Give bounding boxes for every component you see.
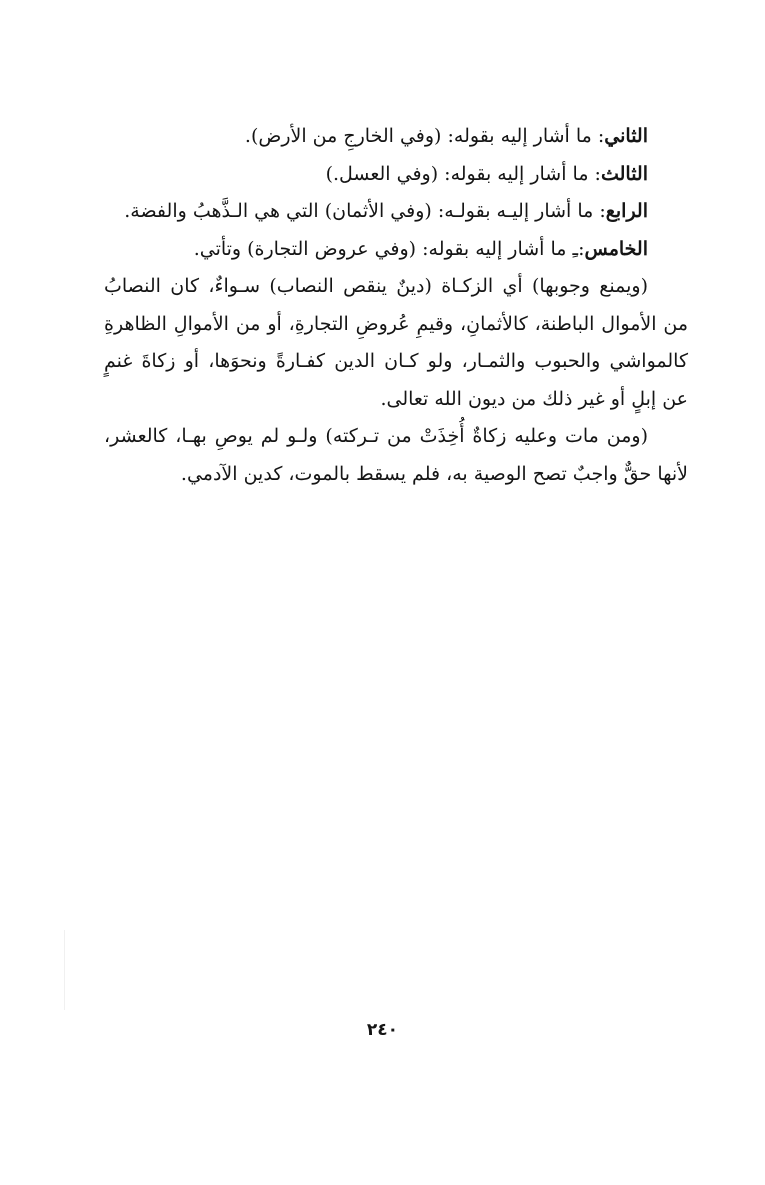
paragraph-debt (104, 268, 688, 418)
paragraph-text: :ـِ ما أشار إليه بقوله: (وفي عروض التجارة) وتأتي. (193, 237, 585, 260)
paragraph-fifth (104, 231, 688, 269)
paragraph-text: : ما أشار إليه بقوله: (وفي الخارجِ من الأرض). (244, 125, 605, 147)
paragraph-second (104, 118, 688, 156)
paragraph-lead: الثالث (600, 162, 648, 185)
paragraph-death (104, 418, 688, 493)
paragraph-text: (ويمنع وجوبها) أي الزكـاة (دينٌ ينقص النصاب) سـواءٌ، كان النصابُ من الأموال الباطنة، كالأثمانِ، وقيمِ عُروضِ التجارةِ، أو من الأموالِ الظاهرةِ كالمواشي والحبوب والثمـار، ولو كـان الدين كفـارةً ونحوَها، أو زكاةَ غنمٍ عن إبلٍ أو غير ذلك من ديون الله تعالى. (104, 275, 688, 410)
paragraph-text: (ومن مات وعليه زكاةٌ أُخِذَتْ من تـركته) ولـو لم يوصِ بهـا، كالعشر، لأنها حقٌّ واجبٌ تصح الوصية به، فلم يسقط بالموت، كدين الآدمي. (104, 425, 688, 485)
paragraph-lead: الخامس (584, 237, 648, 260)
paragraph-fourth (104, 193, 688, 231)
paragraph-text: : ما أشار إليـه بقولـه: (وفي الأثمان) التي هي الـذَّهبُ والفضة. (124, 200, 606, 222)
main-text (104, 118, 688, 493)
page-edge-shadow (64, 930, 65, 1010)
paragraph-lead: الرابع (605, 200, 648, 222)
paragraph-third (104, 156, 688, 194)
paragraph-lead: الثاني (604, 125, 648, 147)
page-number: ٢٤٠ (366, 1020, 399, 1040)
paragraph-text: : ما أشار إليه بقوله: (وفي العسل.) (325, 162, 601, 185)
